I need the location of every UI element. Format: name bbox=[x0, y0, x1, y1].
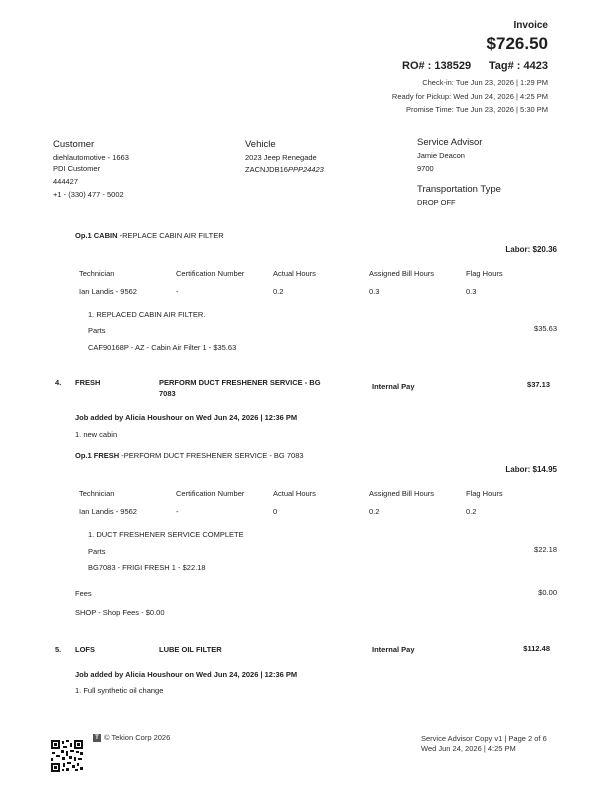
transport-heading: Transportation Type bbox=[417, 184, 501, 195]
job5-note: 1. Full synthetic oil change bbox=[75, 686, 164, 695]
fresh-col-bill-hours: Assigned Bill Hours bbox=[369, 489, 435, 498]
fresh-row-bill-hours: 0.2 bbox=[369, 507, 380, 516]
customer-name: diehlautomotive - 1663 bbox=[53, 153, 129, 162]
cabin-row-certification: - bbox=[176, 287, 179, 296]
footer-timestamp: Wed Jun 24, 2026 | 4:25 PM bbox=[421, 744, 516, 753]
op-cabin-note: 1. REPLACED CABIN AIR FILTER. bbox=[88, 310, 206, 319]
fresh-row-actual-hours: 0 bbox=[273, 507, 278, 516]
job4-added-by: Job added by Alicia Houshour on Wed Jun 24, 2026 | 12:36 PM bbox=[75, 413, 298, 422]
job5-code: LOFS bbox=[75, 645, 95, 654]
fresh-row-technician: Ian Landis - 9562 bbox=[79, 507, 137, 516]
advisor-name: Jamie Deacon bbox=[417, 151, 465, 160]
op-fresh-desc: -PERFORM DUCT FRESHENER SERVICE - BG 7083 bbox=[119, 451, 304, 460]
cabin-row-bill-hours: 0.3 bbox=[369, 287, 380, 296]
cabin-row-flag-hours: 0.3 bbox=[466, 287, 477, 296]
customer-heading: Customer bbox=[53, 139, 95, 150]
op-cabin-part-line: CAF90168P - AZ - Cabin Air Filter 1 - $35.63 bbox=[88, 343, 237, 352]
job5-added-by: Job added by Alicia Houshour on Wed Jun 24, 2026 | 12:36 PM bbox=[75, 670, 298, 679]
job4-pay-type: Internal Pay bbox=[372, 382, 415, 391]
vehicle-heading: Vehicle bbox=[245, 139, 276, 150]
job4-code: FRESH bbox=[75, 378, 101, 387]
op-fresh-labor: Labor: $14.95 bbox=[505, 465, 557, 474]
tag-number: Tag# : 4423 bbox=[488, 60, 548, 72]
fresh-col-technician: Technician bbox=[79, 489, 115, 498]
op-cabin-title bbox=[75, 231, 224, 240]
job5-number: 5. bbox=[55, 645, 62, 654]
invoice-total: $726.50 bbox=[486, 34, 548, 53]
job5-amount: $112.48 bbox=[523, 644, 550, 653]
fresh-col-certification: Certification Number bbox=[176, 489, 245, 498]
job4-desc-line1: PERFORM DUCT FRESHENER SERVICE - BG bbox=[159, 378, 321, 387]
cabin-col-flag-hours: Flag Hours bbox=[466, 269, 503, 278]
ready-time: Ready for Pickup: Wed Jun 24, 2026 | 4:25 PM bbox=[391, 92, 548, 101]
checkin-time: Check-in: Tue Jun 23, 2026 | 1:29 PM bbox=[422, 78, 548, 87]
op-fresh-parts-label: Parts bbox=[88, 547, 106, 556]
vin-prefix: ZACNJDB16 bbox=[245, 165, 288, 174]
job4-amount: $37.13 bbox=[527, 380, 550, 389]
fee-line: SHOP - Shop Fees - $0.00 bbox=[75, 608, 165, 617]
customer-number: 444427 bbox=[53, 177, 79, 186]
fees-total: $0.00 bbox=[538, 588, 557, 597]
job5-desc: LUBE OIL FILTER bbox=[159, 645, 222, 654]
promise-time: Promise Time: Tue Jun 23, 2026 | 5:30 PM bbox=[405, 105, 548, 114]
op-fresh-note: 1. DUCT FRESHENER SERVICE COMPLETE bbox=[88, 530, 244, 539]
cabin-row-actual-hours: 0.2 bbox=[273, 287, 284, 296]
advisor-heading: Service Advisor bbox=[417, 137, 483, 148]
cabin-col-certification: Certification Number bbox=[176, 269, 245, 278]
advisor-id: 9700 bbox=[417, 164, 434, 173]
op-fresh-part-line: BG7083 - FRIGI FRESH 1 - $22.18 bbox=[88, 563, 206, 572]
job4-desc-line2: 7083 bbox=[159, 389, 176, 398]
fresh-col-flag-hours: Flag Hours bbox=[466, 489, 503, 498]
op-cabin-labor: Labor: $20.36 bbox=[505, 245, 557, 254]
op-fresh-parts-total: $22.18 bbox=[534, 545, 557, 554]
cabin-row-technician: Ian Landis - 9562 bbox=[79, 287, 137, 296]
cabin-col-bill-hours: Assigned Bill Hours bbox=[369, 269, 435, 278]
vehicle-vin bbox=[245, 165, 324, 174]
footer-copy-info: Service Advisor Copy v1 | Page 2 of 6 bbox=[421, 734, 547, 743]
customer-phone: +1 - (330) 477 - 5002 bbox=[53, 190, 124, 199]
op-fresh-code: Op.1 FRESH bbox=[75, 451, 120, 460]
transport-value: DROP OFF bbox=[417, 198, 456, 207]
customer-type: PDI Customer bbox=[53, 164, 101, 173]
footer-copyright: © Tekion Corp 2026 bbox=[104, 733, 171, 742]
cabin-col-technician: Technician bbox=[79, 269, 115, 278]
qr-code bbox=[51, 740, 83, 772]
op-cabin-parts-total: $35.63 bbox=[534, 324, 557, 333]
fresh-row-flag-hours: 0.2 bbox=[466, 507, 477, 516]
op-cabin-parts-label: Parts bbox=[88, 326, 106, 335]
job4-note: 1. new cabin bbox=[75, 430, 118, 439]
cabin-col-actual-hours: Actual Hours bbox=[273, 269, 316, 278]
document-type: Invoice bbox=[513, 20, 548, 31]
op-cabin-desc: -REPLACE CABIN AIR FILTER bbox=[117, 231, 224, 240]
ro-number: RO# : 138529 bbox=[402, 60, 472, 72]
fees-label: Fees bbox=[75, 589, 92, 598]
job4-number: 4. bbox=[55, 378, 62, 387]
vehicle-model: 2023 Jeep Renegade bbox=[245, 153, 317, 162]
job5-pay-type: Internal Pay bbox=[372, 645, 415, 654]
op-fresh-title bbox=[75, 451, 304, 460]
fresh-row-certification: - bbox=[176, 507, 179, 516]
vin-suffix: PPP24423 bbox=[287, 165, 324, 174]
fresh-col-actual-hours: Actual Hours bbox=[273, 489, 316, 498]
op-cabin-code: Op.1 CABIN bbox=[75, 231, 118, 240]
tekion-logo-icon: T bbox=[93, 734, 101, 742]
